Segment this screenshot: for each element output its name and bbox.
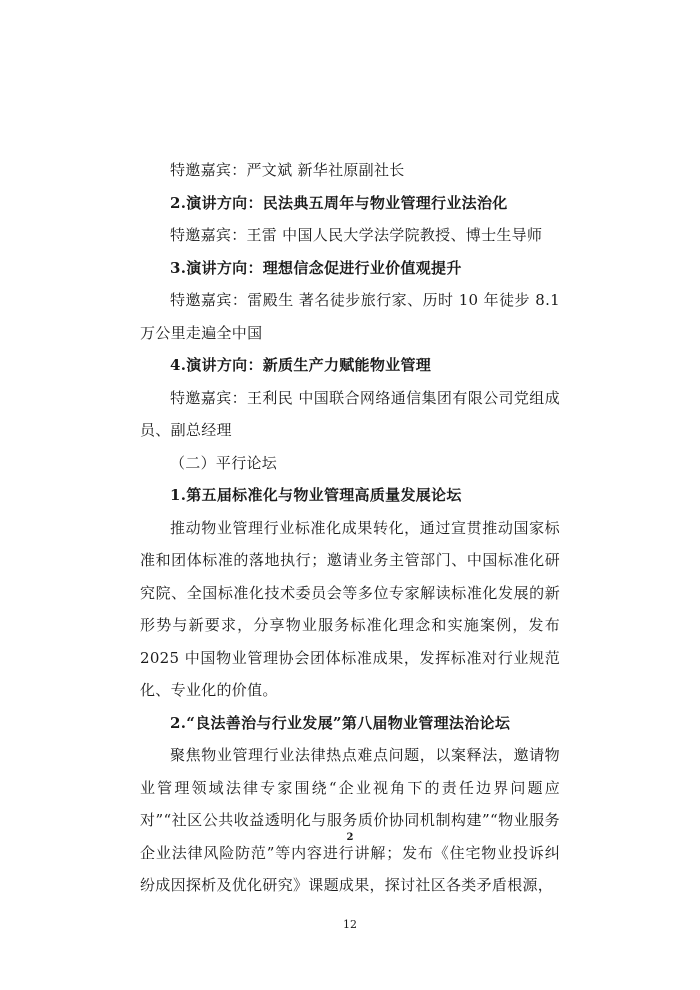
guest-line-2: 特邀嘉宾：王雷 中国人民大学法学院教授、博士生导师 bbox=[170, 226, 543, 244]
guest-line-4: 特邀嘉宾：王利民 中国联合网络通信集团有限公司党组成员、副总经理 bbox=[140, 388, 560, 439]
section-heading-parallel-forums: （二）平行论坛 bbox=[170, 453, 278, 472]
forum-description-1: 推动物业管理行业标准化成果转化，通过宣贯推动国家标准和团体标准的落地执行；邀请业务主管部门、中国标准化研究院、全国标准化技术委员会等多位专家解读标准化发展的新形势与新要求，分享物业服务标准化理念和实施案例，发布2025 中国物业管理协会团体标准成果，发挥标准对行业规范化、专业化的价值。 bbox=[140, 518, 560, 699]
speech-topic-4: 4.演讲方向：新质生产力赋能物业管理 bbox=[170, 356, 432, 374]
speech-topic-2: 2.演讲方向：民法典五周年与物业管理行业法治化 bbox=[170, 193, 508, 212]
forum-description-2: 聚焦物业管理行业法律热点难点问题，以案释法，邀请物业管理领域法律专家围绕“企业视角下的责任边界问题应对”“社区公共收益透明化与服务质价协同机制构建”“物业服务企业法律风险防范”等内容进行讲解；发布《住宅物业投诉纠纷成因探析及优化研究》课题成果，探讨社区各类矛盾根源， bbox=[140, 746, 560, 894]
outer-page-number: 12 bbox=[343, 918, 357, 931]
guest-line-3: 特邀嘉宾：雷殿生 著名徒步旅行家、历时 10 年徒步 8.1万公里走遍全中国 bbox=[140, 291, 560, 342]
forum-title-1: 1.第五届标准化与物业管理高质量发展论坛 bbox=[170, 486, 462, 504]
forum-title-2: 2.“良法善治与行业发展”第八届物业管理法治论坛 bbox=[170, 713, 511, 732]
speech-topic-3: 3.演讲方向：理想信念促进行业价值观提升 bbox=[170, 258, 462, 277]
inner-page-number: 2 bbox=[346, 832, 354, 843]
document-body bbox=[140, 154, 560, 902]
guest-line-1: 特邀嘉宾：严文斌 新华社原副社长 bbox=[170, 161, 405, 179]
